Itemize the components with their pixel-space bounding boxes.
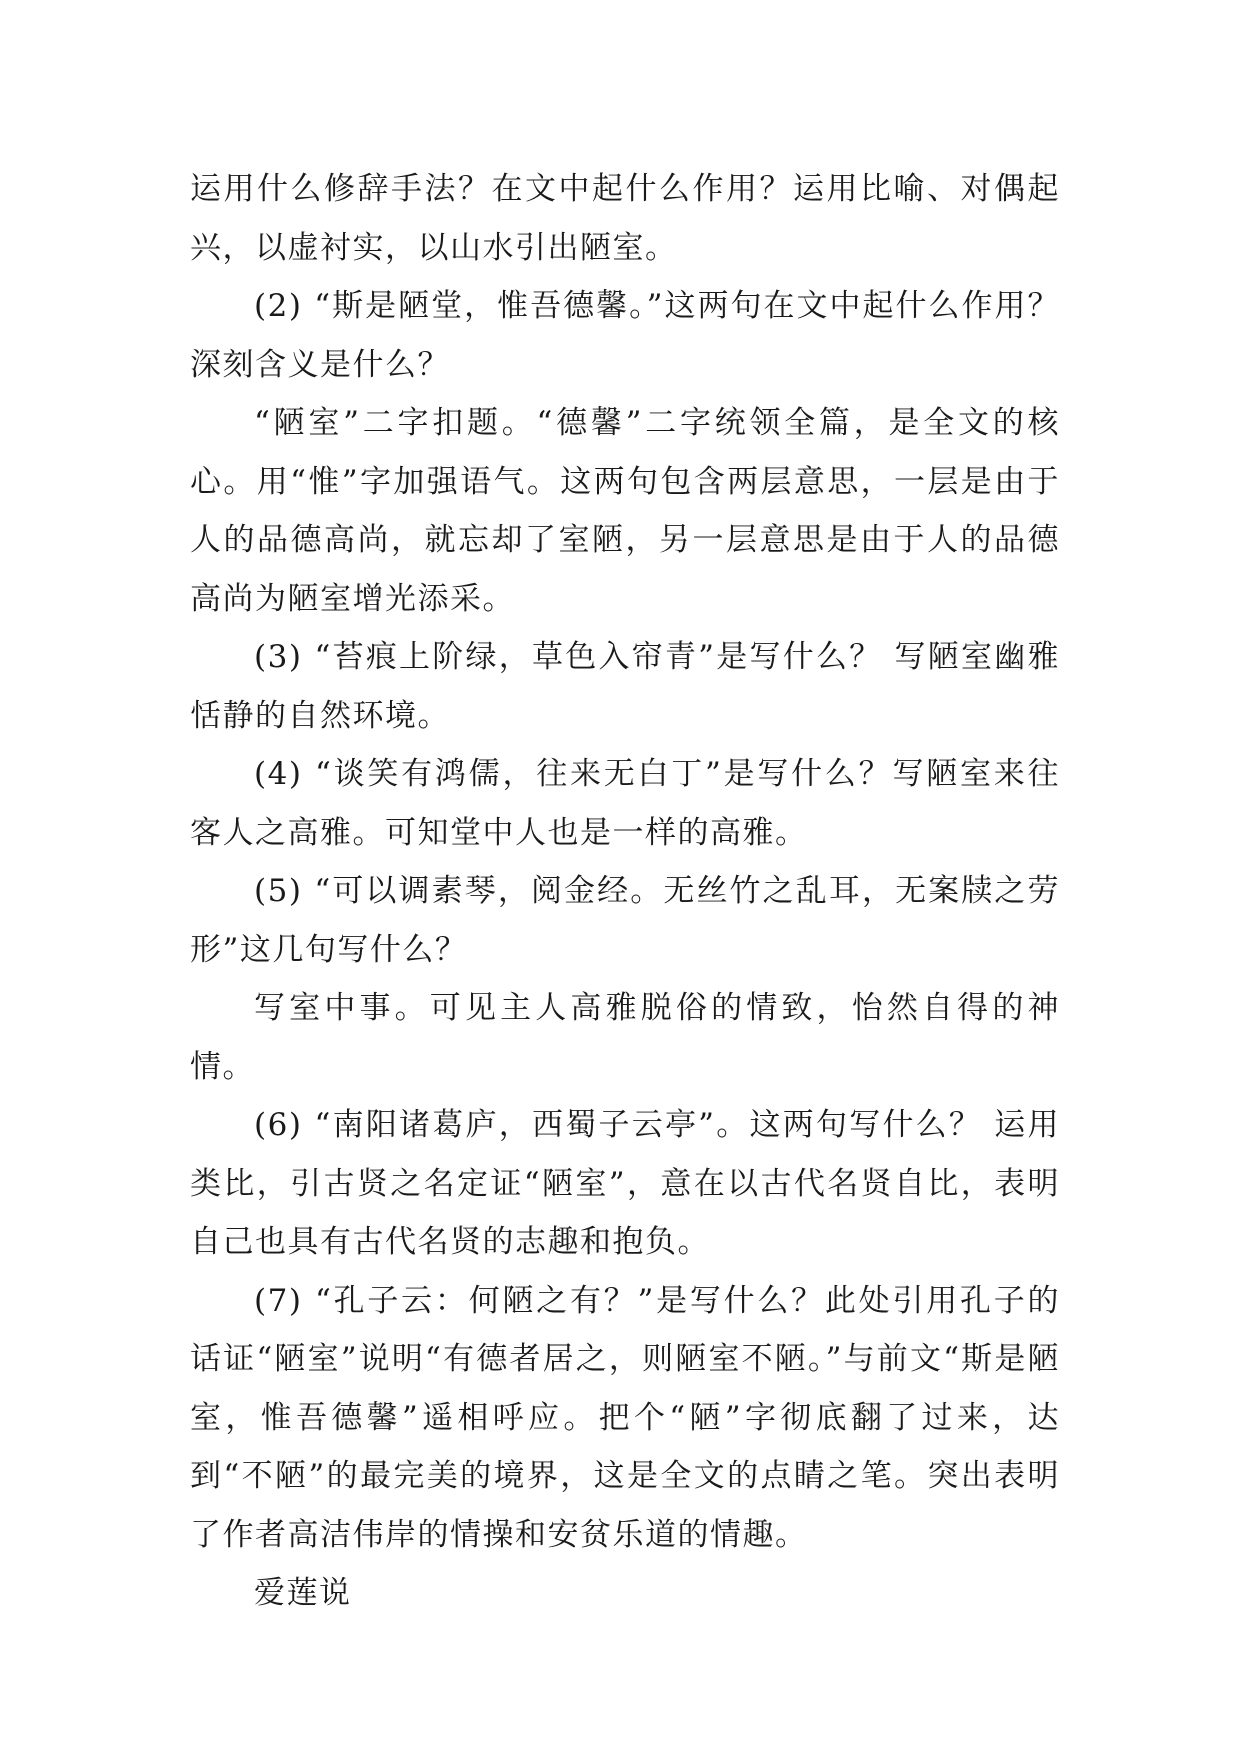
- document-body: [190, 160, 1060, 1623]
- paragraph-question-6: (6) “南阳诸葛庐，西蜀子云亭”。这两句写什么？ 运用类比，引古贤之名定证“陋室”，意在以古代名贤自比，表明自己也具有古代名贤的志趣和抱负。: [190, 1107, 1060, 1260]
- paragraph-rhetoric-answer: 运用什么修辞手法？在文中起什么作用？运用比喻、对偶起兴，以虚衬实，以山水引出陋室。: [190, 171, 1060, 266]
- paragraph-question-7: (7) “孔子云：何陋之有？”是写什么？此处引用孔子的话证“陋室”说明“有德者居之，则陋室不陋。”与前文“斯是陋室，惟吾德馨”遥相呼应。把个“陋”字彻底翻了过来，达到“不陋”的最完美的境界，这是全文的点睛之笔。突出表明了作者高洁伟岸的情操和安贫乐道的情趣。: [190, 1282, 1060, 1553]
- paragraph-answer-5: 写室中事。可见主人高雅脱俗的情致，怡然自得的神情。: [190, 990, 1060, 1085]
- paragraph-answer-2: “陋室”二字扣题。“德馨”二字统领全篇，是全文的核心。用“惟”字加强语气。这两句包含两层意思，一层是由于人的品德高尚，就忘却了室陋，另一层意思是由于人的品德高尚为陋室增光添采。: [190, 405, 1060, 617]
- paragraph-question-4: (4) “谈笑有鸿儒，往来无白丁”是写什么？写陋室来往客人之高雅。可知堂中人也是一样的高雅。: [190, 756, 1060, 851]
- paragraph-question-2: (2) “斯是陋堂，惟吾德馨。”这两句在文中起什么作用？深刻含义是什么？: [190, 288, 1060, 383]
- paragraph-question-5: (5) “可以调素琴，阅金经。无丝竹之乱耳，无案牍之劳形”这几句写什么？: [190, 873, 1060, 968]
- paragraph-question-3: (3) “苔痕上阶绿，草色入帘青”是写什么？ 写陋室幽雅恬静的自然环境。: [190, 639, 1060, 734]
- section-heading-ai-lian-shuo: 爱莲说: [254, 1575, 352, 1611]
